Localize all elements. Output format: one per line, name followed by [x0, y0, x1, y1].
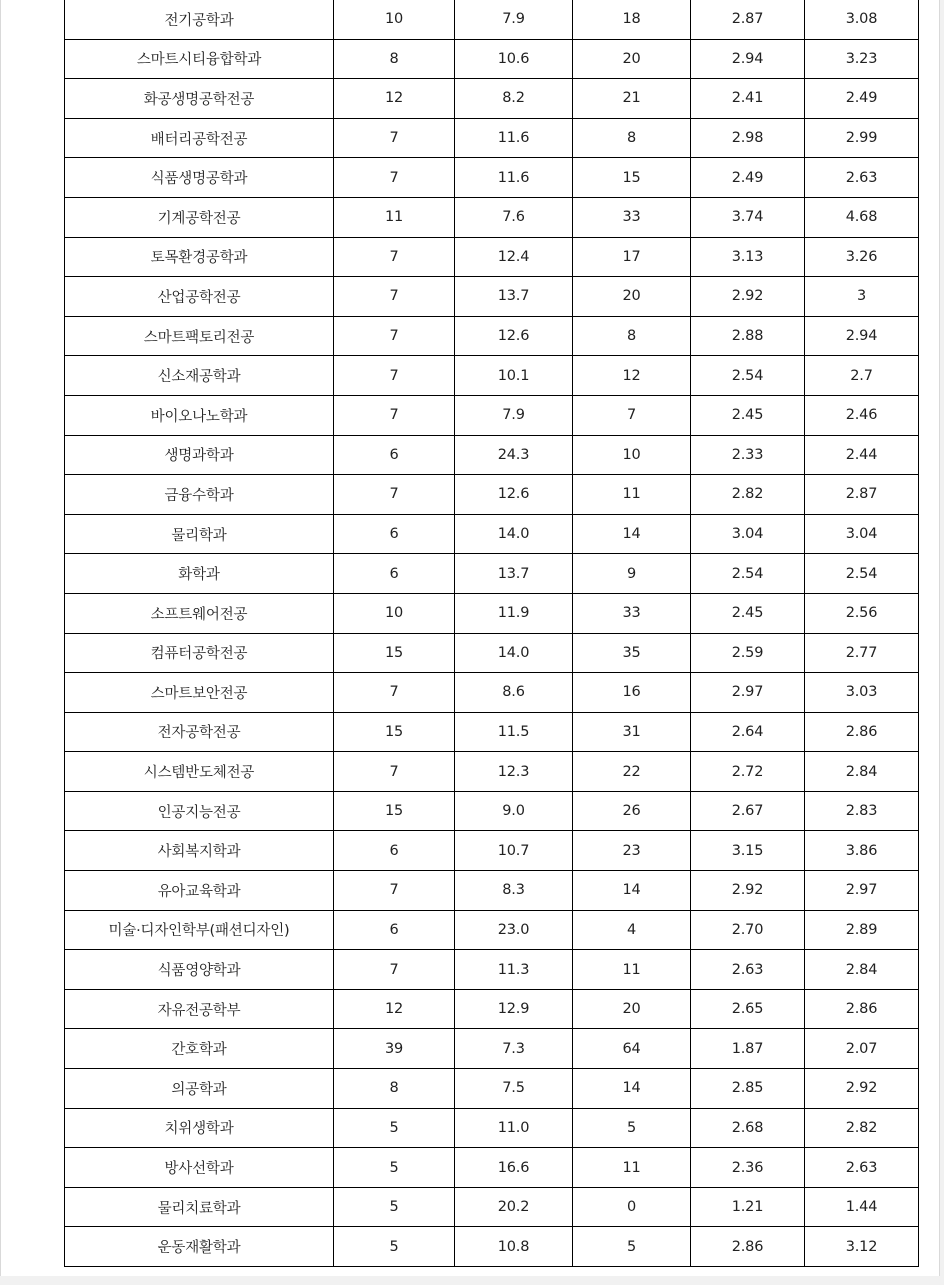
quota-cell: 7: [334, 673, 455, 713]
department-cell: 물리치료학과: [65, 1187, 334, 1227]
grade-cut-cell: 3.23: [805, 39, 919, 79]
table-row: [65, 593, 919, 633]
waitlist-cell: 16: [573, 673, 691, 713]
department-cell: 컴퓨터공학전공: [65, 633, 334, 673]
table-row: [65, 158, 919, 198]
quota-cell: 6: [334, 435, 455, 475]
table-row: [65, 0, 919, 39]
admission-results-table: [64, 0, 919, 1267]
quota-cell: 7: [334, 158, 455, 198]
grade-cut-cell: 2.86: [805, 989, 919, 1029]
table-row: [65, 39, 919, 79]
quota-cell: 7: [334, 752, 455, 792]
quota-cell: 12: [334, 989, 455, 1029]
department-cell: 유아교육학과: [65, 871, 334, 911]
waitlist-cell: 11: [573, 1148, 691, 1188]
grade-cut-cell: 2.07: [805, 1029, 919, 1069]
waitlist-cell: 5: [573, 1108, 691, 1148]
competition-rate-cell: 7.3: [455, 1029, 573, 1069]
quota-cell: 8: [334, 1069, 455, 1109]
quota-cell: 6: [334, 910, 455, 950]
grade-avg-cell: 2.70: [691, 910, 805, 950]
waitlist-cell: 64: [573, 1029, 691, 1069]
table-row: [65, 197, 919, 237]
competition-rate-cell: 7.5: [455, 1069, 573, 1109]
table-row: [65, 910, 919, 950]
grade-avg-cell: 3.13: [691, 237, 805, 277]
department-cell: 스마트보안전공: [65, 673, 334, 713]
department-cell: 전기공학과: [65, 0, 334, 39]
table-row: [65, 554, 919, 594]
table-row: [65, 514, 919, 554]
competition-rate-cell: 24.3: [455, 435, 573, 475]
table-row: [65, 395, 919, 435]
quota-cell: 7: [334, 237, 455, 277]
grade-cut-cell: 2.63: [805, 158, 919, 198]
competition-rate-cell: 12.4: [455, 237, 573, 277]
table-row: [65, 356, 919, 396]
department-cell: 의공학과: [65, 1069, 334, 1109]
quota-cell: 7: [334, 316, 455, 356]
grade-avg-cell: 3.15: [691, 831, 805, 871]
competition-rate-cell: 20.2: [455, 1187, 573, 1227]
waitlist-cell: 14: [573, 1069, 691, 1109]
grade-avg-cell: 2.36: [691, 1148, 805, 1188]
grade-avg-cell: 2.64: [691, 712, 805, 752]
competition-rate-cell: 23.0: [455, 910, 573, 950]
grade-avg-cell: 1.21: [691, 1187, 805, 1227]
waitlist-cell: 8: [573, 118, 691, 158]
grade-cut-cell: 2.87: [805, 475, 919, 515]
department-cell: 운동재활학과: [65, 1227, 334, 1267]
competition-rate-cell: 10.7: [455, 831, 573, 871]
grade-cut-cell: 3.08: [805, 0, 919, 39]
table-row: [65, 237, 919, 277]
competition-rate-cell: 12.9: [455, 989, 573, 1029]
department-cell: 화공생명공학전공: [65, 79, 334, 119]
waitlist-cell: 22: [573, 752, 691, 792]
waitlist-cell: 5: [573, 1227, 691, 1267]
waitlist-cell: 0: [573, 1187, 691, 1227]
waitlist-cell: 11: [573, 950, 691, 990]
quota-cell: 7: [334, 950, 455, 990]
grade-avg-cell: 2.94: [691, 39, 805, 79]
competition-rate-cell: 11.6: [455, 118, 573, 158]
quota-cell: 7: [334, 395, 455, 435]
grade-cut-cell: 3.04: [805, 514, 919, 554]
table-row: [65, 752, 919, 792]
waitlist-cell: 8: [573, 316, 691, 356]
waitlist-cell: 9: [573, 554, 691, 594]
grade-cut-cell: 2.54: [805, 554, 919, 594]
competition-rate-cell: 12.6: [455, 475, 573, 515]
department-cell: 물리학과: [65, 514, 334, 554]
quota-cell: 7: [334, 475, 455, 515]
table-row: [65, 1227, 919, 1267]
grade-cut-cell: 2.86: [805, 712, 919, 752]
table-row: [65, 1029, 919, 1069]
department-cell: 금융수학과: [65, 475, 334, 515]
department-cell: 소프트웨어전공: [65, 593, 334, 633]
grade-cut-cell: 3.26: [805, 237, 919, 277]
quota-cell: 10: [334, 593, 455, 633]
grade-cut-cell: 2.56: [805, 593, 919, 633]
waitlist-cell: 23: [573, 831, 691, 871]
grade-cut-cell: 2.89: [805, 910, 919, 950]
department-cell: 산업공학전공: [65, 277, 334, 317]
department-cell: 배터리공학전공: [65, 118, 334, 158]
quota-cell: 6: [334, 514, 455, 554]
department-cell: 미술·디자인학부(패션디자인): [65, 910, 334, 950]
waitlist-cell: 18: [573, 0, 691, 39]
table-row: [65, 989, 919, 1029]
grade-cut-cell: 2.63: [805, 1148, 919, 1188]
grade-avg-cell: 2.86: [691, 1227, 805, 1267]
quota-cell: 5: [334, 1148, 455, 1188]
competition-rate-cell: 11.5: [455, 712, 573, 752]
quota-cell: 8: [334, 39, 455, 79]
department-cell: 인공지능전공: [65, 791, 334, 831]
waitlist-cell: 11: [573, 475, 691, 515]
grade-avg-cell: 2.92: [691, 277, 805, 317]
department-cell: 치위생학과: [65, 1108, 334, 1148]
table-row: [65, 1148, 919, 1188]
department-cell: 전자공학전공: [65, 712, 334, 752]
competition-rate-cell: 11.3: [455, 950, 573, 990]
grade-avg-cell: 2.54: [691, 356, 805, 396]
department-cell: 사회복지학과: [65, 831, 334, 871]
grade-cut-cell: 3.86: [805, 831, 919, 871]
competition-rate-cell: 11.6: [455, 158, 573, 198]
department-cell: 화학과: [65, 554, 334, 594]
waitlist-cell: 10: [573, 435, 691, 475]
grade-avg-cell: 2.72: [691, 752, 805, 792]
grade-cut-cell: 2.94: [805, 316, 919, 356]
quota-cell: 11: [334, 197, 455, 237]
grade-avg-cell: 2.92: [691, 871, 805, 911]
table-row: [65, 633, 919, 673]
quota-cell: 7: [334, 356, 455, 396]
department-cell: 스마트팩토리전공: [65, 316, 334, 356]
grade-cut-cell: 2.84: [805, 752, 919, 792]
quota-cell: 39: [334, 1029, 455, 1069]
quota-cell: 10: [334, 0, 455, 39]
department-cell: 생명과학과: [65, 435, 334, 475]
grade-avg-cell: 2.98: [691, 118, 805, 158]
competition-rate-cell: 10.8: [455, 1227, 573, 1267]
waitlist-cell: 33: [573, 593, 691, 633]
waitlist-cell: 12: [573, 356, 691, 396]
grade-avg-cell: 2.63: [691, 950, 805, 990]
waitlist-cell: 14: [573, 514, 691, 554]
department-cell: 식품생명공학과: [65, 158, 334, 198]
quota-cell: 5: [334, 1187, 455, 1227]
table-row: [65, 118, 919, 158]
grade-cut-cell: 2.44: [805, 435, 919, 475]
quota-cell: 6: [334, 831, 455, 871]
department-cell: 스마트시티융합학과: [65, 39, 334, 79]
department-cell: 토목환경공학과: [65, 237, 334, 277]
grade-cut-cell: 2.99: [805, 118, 919, 158]
quota-cell: 15: [334, 633, 455, 673]
competition-rate-cell: 7.9: [455, 395, 573, 435]
quota-cell: 15: [334, 712, 455, 752]
grade-cut-cell: 3: [805, 277, 919, 317]
grade-avg-cell: 2.85: [691, 1069, 805, 1109]
department-cell: 자유전공학부: [65, 989, 334, 1029]
quota-cell: 5: [334, 1108, 455, 1148]
department-cell: 시스템반도체전공: [65, 752, 334, 792]
quota-cell: 7: [334, 871, 455, 911]
competition-rate-cell: 14.0: [455, 514, 573, 554]
competition-rate-cell: 10.6: [455, 39, 573, 79]
waitlist-cell: 14: [573, 871, 691, 911]
quota-cell: 6: [334, 554, 455, 594]
competition-rate-cell: 12.3: [455, 752, 573, 792]
waitlist-cell: 21: [573, 79, 691, 119]
waitlist-cell: 26: [573, 791, 691, 831]
grade-avg-cell: 2.33: [691, 435, 805, 475]
grade-cut-cell: 3.12: [805, 1227, 919, 1267]
competition-rate-cell: 11.0: [455, 1108, 573, 1148]
grade-cut-cell: 3.03: [805, 673, 919, 713]
grade-avg-cell: 1.87: [691, 1029, 805, 1069]
department-cell: 방사선학과: [65, 1148, 334, 1188]
grade-cut-cell: 2.49: [805, 79, 919, 119]
department-cell: 바이오나노학과: [65, 395, 334, 435]
quota-cell: 12: [334, 79, 455, 119]
grade-avg-cell: 2.68: [691, 1108, 805, 1148]
grade-avg-cell: 2.59: [691, 633, 805, 673]
grade-avg-cell: 2.45: [691, 395, 805, 435]
grade-avg-cell: 2.97: [691, 673, 805, 713]
table-body: [65, 0, 919, 1267]
waitlist-cell: 17: [573, 237, 691, 277]
table-row: [65, 1187, 919, 1227]
waitlist-cell: 33: [573, 197, 691, 237]
table-row: [65, 1108, 919, 1148]
table-row: [65, 1069, 919, 1109]
table-row: [65, 831, 919, 871]
grade-cut-cell: 2.7: [805, 356, 919, 396]
department-cell: 신소재공학과: [65, 356, 334, 396]
grade-avg-cell: 2.45: [691, 593, 805, 633]
grade-avg-cell: 2.87: [691, 0, 805, 39]
grade-cut-cell: 4.68: [805, 197, 919, 237]
competition-rate-cell: 8.2: [455, 79, 573, 119]
table-row: [65, 316, 919, 356]
grade-cut-cell: 2.82: [805, 1108, 919, 1148]
competition-rate-cell: 12.6: [455, 316, 573, 356]
grade-cut-cell: 2.84: [805, 950, 919, 990]
grade-avg-cell: 3.04: [691, 514, 805, 554]
grade-cut-cell: 2.83: [805, 791, 919, 831]
competition-rate-cell: 8.3: [455, 871, 573, 911]
page-margin: [0, 1276, 944, 1285]
waitlist-cell: 20: [573, 989, 691, 1029]
grade-avg-cell: 2.54: [691, 554, 805, 594]
grade-avg-cell: 2.88: [691, 316, 805, 356]
grade-avg-cell: 2.41: [691, 79, 805, 119]
table-row: [65, 950, 919, 990]
grade-cut-cell: 2.46: [805, 395, 919, 435]
grade-cut-cell: 2.92: [805, 1069, 919, 1109]
competition-rate-cell: 8.6: [455, 673, 573, 713]
competition-rate-cell: 9.0: [455, 791, 573, 831]
grade-avg-cell: 2.67: [691, 791, 805, 831]
table-row: [65, 277, 919, 317]
grade-cut-cell: 2.77: [805, 633, 919, 673]
grade-cut-cell: 1.44: [805, 1187, 919, 1227]
table-row: [65, 475, 919, 515]
competition-rate-cell: 13.7: [455, 554, 573, 594]
competition-rate-cell: 11.9: [455, 593, 573, 633]
table-row: [65, 435, 919, 475]
table-row: [65, 712, 919, 752]
waitlist-cell: 20: [573, 39, 691, 79]
table-row: [65, 79, 919, 119]
waitlist-cell: 20: [573, 277, 691, 317]
competition-rate-cell: 7.6: [455, 197, 573, 237]
grade-avg-cell: 2.82: [691, 475, 805, 515]
competition-rate-cell: 10.1: [455, 356, 573, 396]
table-row: [65, 791, 919, 831]
table-row: [65, 871, 919, 911]
grade-cut-cell: 2.97: [805, 871, 919, 911]
department-cell: 식품영양학과: [65, 950, 334, 990]
grade-avg-cell: 2.65: [691, 989, 805, 1029]
waitlist-cell: 7: [573, 395, 691, 435]
waitlist-cell: 31: [573, 712, 691, 752]
waitlist-cell: 35: [573, 633, 691, 673]
competition-rate-cell: 14.0: [455, 633, 573, 673]
quota-cell: 7: [334, 277, 455, 317]
waitlist-cell: 15: [573, 158, 691, 198]
quota-cell: 5: [334, 1227, 455, 1267]
department-cell: 간호학과: [65, 1029, 334, 1069]
quota-cell: 7: [334, 118, 455, 158]
waitlist-cell: 4: [573, 910, 691, 950]
competition-rate-cell: 13.7: [455, 277, 573, 317]
grade-avg-cell: 2.49: [691, 158, 805, 198]
department-cell: 기계공학전공: [65, 197, 334, 237]
quota-cell: 15: [334, 791, 455, 831]
competition-rate-cell: 16.6: [455, 1148, 573, 1188]
grade-avg-cell: 3.74: [691, 197, 805, 237]
competition-rate-cell: 7.9: [455, 0, 573, 39]
table-row: [65, 673, 919, 713]
